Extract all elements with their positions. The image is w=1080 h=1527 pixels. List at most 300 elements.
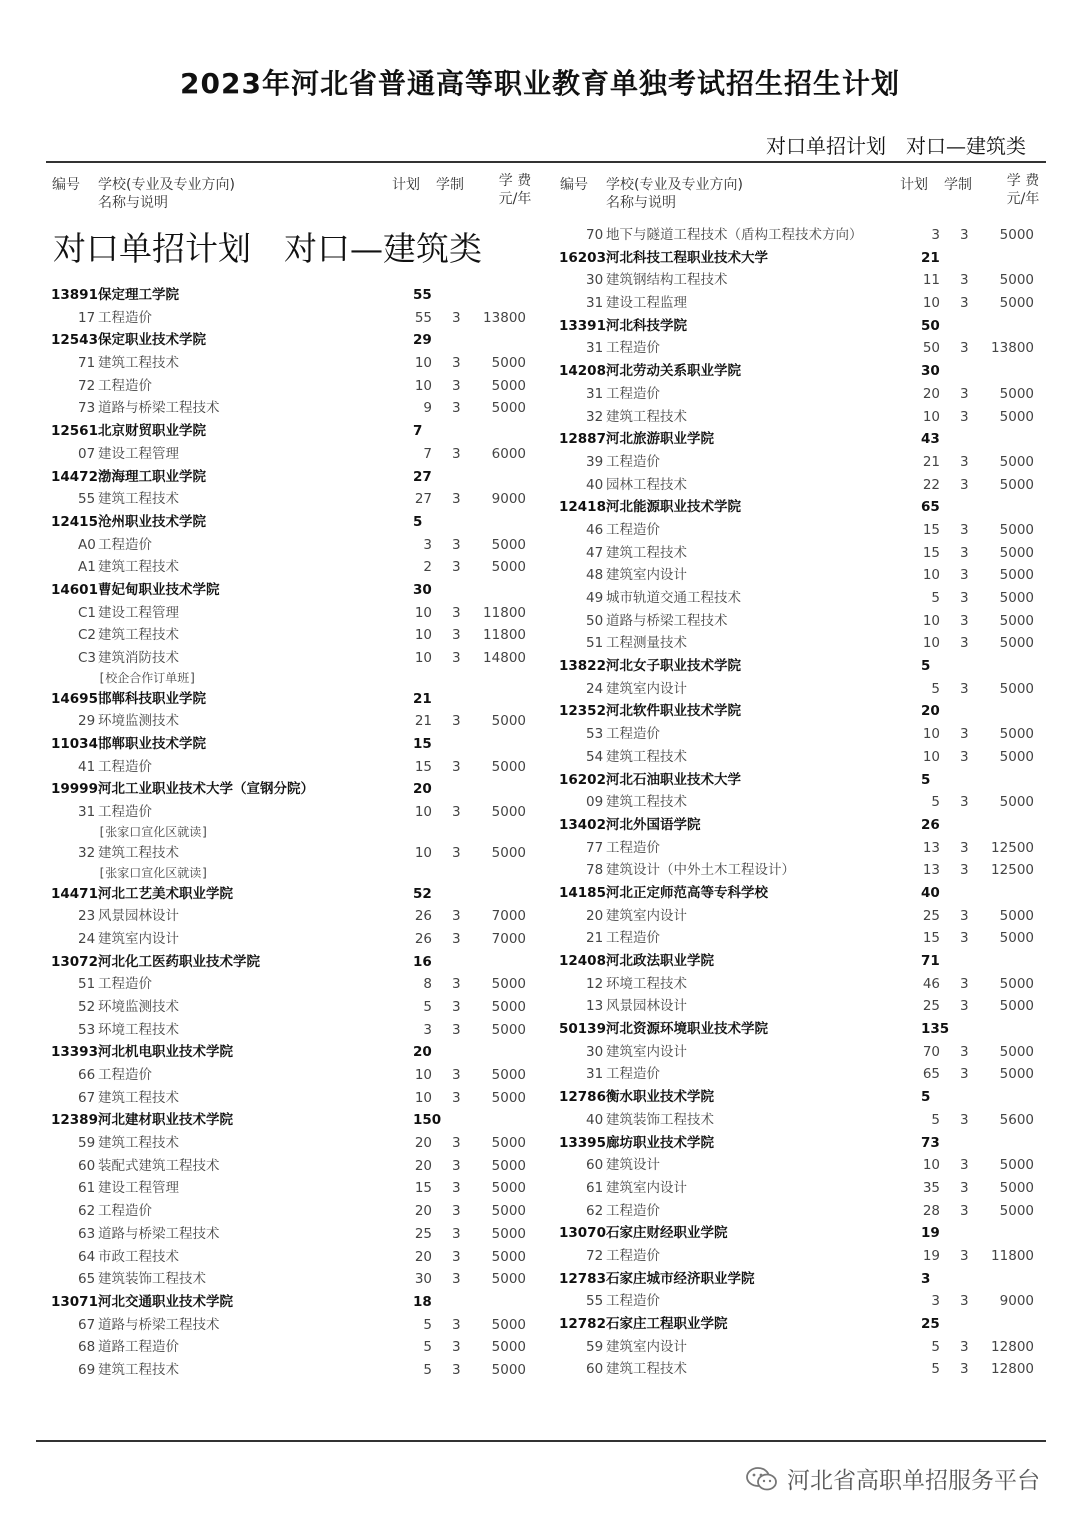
school-total: 65: [921, 499, 940, 516]
major-years: 3: [452, 908, 461, 925]
major-plan: 5: [931, 590, 940, 606]
major-plan: 15: [922, 544, 940, 561]
major-fee: 12500: [991, 862, 1034, 879]
major-code: 68: [78, 1339, 96, 1356]
major-name: 风景园林设计: [98, 908, 179, 925]
major-name: 建设工程管理: [98, 604, 179, 621]
major-code: C3: [78, 650, 97, 666]
major-years: 3: [960, 998, 969, 1015]
major-fee: 5000: [491, 1135, 526, 1152]
major-row: [48, 443, 538, 466]
major-row: [48, 488, 538, 511]
major-row: [48, 602, 538, 625]
major-note: [校企合作订单班]: [98, 670, 197, 685]
major-fee: 5000: [999, 907, 1034, 924]
school-name: 河北化工医药职业技术学院: [98, 953, 260, 970]
school-name: 河北石油职业技术大学: [606, 771, 741, 788]
major-plan: 13: [922, 862, 940, 879]
school-total: 26: [921, 816, 940, 833]
major-plan: 10: [414, 844, 432, 861]
school-total: 43: [921, 431, 940, 448]
school-total: 21: [921, 249, 940, 266]
school-name: 沧州职业技术学院: [98, 513, 206, 530]
major-row: [48, 624, 538, 647]
major-code: 70: [586, 227, 604, 243]
major-fee: 5000: [999, 453, 1034, 470]
major-code: 62: [586, 1202, 604, 1219]
major-row: [556, 610, 1046, 633]
column-header: [556, 172, 1046, 216]
major-fee: 5000: [491, 355, 526, 372]
major-name: 建设工程监理: [606, 295, 687, 312]
major-code: 67: [78, 1089, 96, 1106]
major-name: 园林工程技术: [606, 476, 687, 493]
major-years: 3: [452, 627, 461, 644]
major-years: 3: [452, 377, 461, 394]
major-code: 47: [586, 544, 604, 561]
right-rows: [556, 224, 1046, 1381]
major-row: [556, 995, 1046, 1018]
major-code: 62: [78, 1203, 96, 1220]
major-row: [48, 1223, 538, 1246]
major-code: 31: [78, 804, 96, 821]
major-years: 3: [960, 907, 969, 924]
major-plan: 5: [423, 1316, 432, 1333]
major-name: 建筑工程技术: [606, 544, 687, 561]
major-plan: 10: [414, 355, 432, 372]
major-row: [48, 842, 538, 865]
major-name: 建设工程管理: [98, 1180, 179, 1197]
major-row: [556, 587, 1046, 610]
major-name: 工程造价: [606, 1247, 660, 1264]
school-name: 河北正定师范高等专科学校: [606, 884, 768, 901]
major-fee: 13800: [991, 340, 1034, 357]
major-plan: 25: [922, 998, 940, 1015]
school-row: [556, 1018, 1046, 1041]
major-fee: 5000: [491, 1089, 526, 1106]
major-code: 46: [586, 521, 604, 538]
school-code: 14601: [51, 581, 98, 598]
major-row: [556, 406, 1046, 429]
major-years: 3: [452, 1225, 461, 1242]
major-code: 64: [78, 1248, 96, 1265]
major-fee: 9000: [491, 491, 526, 508]
major-name: 建筑设计: [606, 1157, 660, 1174]
school-row: [48, 1041, 538, 1064]
school-code: 12782: [559, 1316, 606, 1332]
major-name: 建筑室内设计: [606, 680, 687, 697]
school-code: 13391: [559, 317, 606, 334]
major-row: [48, 973, 538, 996]
school-total: 20: [413, 1044, 432, 1061]
school-code: 12389: [51, 1112, 98, 1129]
major-name: 工程造价: [606, 385, 660, 402]
major-code: 39: [586, 453, 604, 470]
major-fee: 5000: [491, 1316, 526, 1333]
header-plan: 计划: [392, 177, 420, 193]
school-name: 河北建材职业技术学院: [98, 1112, 233, 1129]
major-plan: 35: [922, 1179, 940, 1196]
major-years: 3: [960, 453, 969, 470]
major-plan: 5: [931, 680, 940, 697]
major-code: 49: [586, 590, 604, 606]
major-fee: 5000: [491, 844, 526, 861]
major-code: 48: [586, 567, 604, 584]
major-name: 建筑钢结构工程技术: [606, 272, 728, 289]
major-name: 环境监测技术: [98, 713, 179, 730]
header-code: 编号: [560, 177, 588, 193]
major-code: 31: [586, 1066, 604, 1083]
major-row: [556, 337, 1046, 360]
major-name: 城市轨道交通工程技术: [606, 590, 741, 606]
school-code: 12408: [559, 953, 606, 969]
major-code: 72: [78, 377, 96, 394]
major-fee: 5000: [491, 976, 526, 993]
major-name: 道路与桥梁工程技术: [606, 612, 728, 629]
note-row: [48, 670, 538, 688]
major-years: 3: [960, 544, 969, 561]
major-plan: 15: [922, 930, 940, 947]
major-fee: 5000: [491, 1248, 526, 1265]
major-plan: 10: [922, 1157, 940, 1174]
major-years: 3: [452, 1316, 461, 1333]
major-row: [48, 1200, 538, 1223]
major-plan: 7: [423, 445, 432, 462]
school-total: 52: [413, 885, 432, 902]
school-row: [48, 883, 538, 906]
school-code: 14472: [51, 468, 98, 485]
school-total: 40: [921, 884, 940, 901]
major-code: A1: [78, 559, 96, 576]
major-name: 建筑工程技术: [98, 491, 179, 508]
footer-watermark: [745, 1462, 1040, 1495]
major-years: 3: [960, 340, 969, 357]
major-plan: 10: [922, 567, 940, 584]
major-name: 建筑工程技术: [98, 1361, 179, 1378]
major-code: 17: [78, 309, 96, 326]
school-name: 保定理工学院: [98, 287, 179, 303]
major-row: [556, 1200, 1046, 1223]
major-fee: 5000: [491, 998, 526, 1015]
major-code: 67: [78, 1316, 96, 1333]
major-row: [48, 647, 538, 670]
header-name-line1: 学校(专业及专业方向): [606, 177, 743, 193]
school-name: 河北工业职业技术大学（宣钢分院）: [98, 781, 314, 798]
major-fee: 5000: [999, 930, 1034, 947]
header-plan: 计划: [900, 177, 928, 193]
header-divider: [46, 161, 1046, 163]
major-name: 工程造价: [98, 804, 152, 821]
major-name: 工程造价: [606, 1202, 660, 1219]
major-years: 3: [960, 1202, 969, 1219]
school-code: 19999: [51, 781, 98, 798]
major-name: 工程造价: [98, 377, 152, 394]
major-code: 24: [586, 680, 604, 697]
major-row: [556, 1109, 1046, 1132]
major-code: 40: [586, 1111, 604, 1128]
major-row: [48, 1087, 538, 1110]
major-name: 工程造价: [606, 930, 660, 947]
major-name: 建筑工程技术: [606, 1361, 687, 1378]
major-code: 54: [586, 748, 604, 765]
major-years: 3: [960, 1361, 969, 1378]
school-code: 12887: [559, 431, 606, 448]
major-name: 地下与隧道工程技术（盾构工程技术方向）: [606, 227, 863, 243]
major-code: 53: [78, 1021, 96, 1038]
major-fee: 11800: [483, 604, 526, 621]
school-total: 71: [921, 953, 940, 969]
major-name: 建筑装饰工程技术: [606, 1111, 714, 1128]
major-row: [556, 1245, 1046, 1268]
major-row: [48, 375, 538, 398]
major-code: 61: [586, 1179, 604, 1196]
major-code: C2: [78, 627, 97, 644]
major-code: C1: [78, 604, 97, 621]
major-fee: 12800: [991, 1361, 1034, 1378]
major-years: 3: [960, 590, 969, 606]
major-name: 建筑工程技术: [98, 559, 179, 576]
major-row: [48, 1019, 538, 1042]
school-row: [556, 360, 1046, 383]
major-plan: 10: [922, 295, 940, 312]
major-code: 78: [586, 862, 604, 879]
major-fee: 5000: [999, 1043, 1034, 1060]
major-row: [556, 746, 1046, 769]
major-plan: 10: [922, 726, 940, 743]
major-code: 59: [78, 1135, 96, 1152]
major-code: 60: [586, 1157, 604, 1174]
major-fee: 5000: [999, 272, 1034, 289]
major-fee: 6000: [491, 445, 526, 462]
major-row: [556, 1177, 1046, 1200]
major-row: [48, 756, 538, 779]
major-years: 3: [452, 1203, 461, 1220]
major-plan: 15: [922, 521, 940, 538]
major-years: 3: [960, 612, 969, 629]
major-code: 31: [586, 385, 604, 402]
major-plan: 30: [414, 1271, 432, 1288]
school-row: [556, 315, 1046, 338]
major-fee: 5000: [491, 559, 526, 576]
school-total: 5: [413, 513, 423, 530]
major-name: 工程造价: [606, 521, 660, 538]
school-code: 14185: [559, 884, 606, 901]
major-name: 建筑工程技术: [98, 355, 179, 372]
major-fee: 5000: [999, 1066, 1034, 1083]
major-years: 3: [960, 567, 969, 584]
school-name: 河北科技学院: [606, 317, 687, 334]
school-row: [48, 1109, 538, 1132]
major-row: [556, 859, 1046, 882]
school-row: [48, 284, 538, 307]
major-fee: 11800: [483, 627, 526, 644]
major-years: 3: [960, 476, 969, 493]
major-name: 工程造价: [606, 340, 660, 357]
major-years: 3: [452, 1339, 461, 1356]
major-plan: 10: [922, 635, 940, 652]
school-total: 30: [413, 581, 432, 598]
school-total: 29: [413, 332, 432, 349]
major-plan: 55: [414, 309, 432, 326]
major-name: 环境监测技术: [98, 998, 179, 1015]
major-years: 3: [452, 1021, 461, 1038]
major-fee: 5000: [999, 1157, 1034, 1174]
major-row: [48, 534, 538, 557]
major-fee: 5000: [999, 975, 1034, 992]
major-years: 3: [960, 1247, 969, 1264]
major-code: 51: [586, 635, 604, 652]
major-years: 3: [452, 1180, 461, 1197]
major-row: [48, 1155, 538, 1178]
major-fee: 5000: [999, 476, 1034, 493]
major-row: [48, 1246, 538, 1269]
major-row: [556, 269, 1046, 292]
major-years: 3: [960, 227, 969, 243]
major-code: 24: [78, 930, 96, 947]
major-fee: 5000: [491, 1021, 526, 1038]
major-name: 环境工程技术: [98, 1021, 179, 1038]
major-fee: 5000: [999, 794, 1034, 811]
major-row: [48, 1064, 538, 1087]
major-years: 3: [960, 385, 969, 402]
header-years: 学制: [436, 177, 464, 193]
major-name: 建筑工程技术: [606, 794, 687, 811]
major-name: 建筑室内设计: [606, 1338, 687, 1355]
school-total: 15: [413, 736, 432, 753]
school-row: [556, 247, 1046, 270]
major-plan: 9: [423, 400, 432, 417]
major-fee: 5000: [999, 408, 1034, 425]
major-years: 3: [452, 1248, 461, 1265]
major-years: 3: [452, 1135, 461, 1152]
school-row: [556, 882, 1046, 905]
major-row: [48, 996, 538, 1019]
major-plan: 20: [414, 1135, 432, 1152]
major-plan: 25: [414, 1225, 432, 1242]
school-row: [556, 769, 1046, 792]
major-years: 3: [452, 604, 461, 621]
school-row: [556, 655, 1046, 678]
school-row: [48, 778, 538, 801]
major-plan: 20: [414, 1248, 432, 1265]
major-name: 建筑室内设计: [98, 930, 179, 947]
major-plan: 20: [414, 1157, 432, 1174]
major-plan: 2: [423, 559, 432, 576]
major-code: 13: [586, 998, 604, 1015]
major-name: 装配式建筑工程技术: [98, 1157, 220, 1174]
major-row: [556, 1154, 1046, 1177]
major-code: 61: [78, 1180, 96, 1197]
major-code: 60: [78, 1157, 96, 1174]
school-code: 13822: [559, 658, 606, 675]
header-name: [98, 176, 298, 212]
header-code: 编号: [52, 177, 80, 193]
major-code: 73: [78, 400, 96, 417]
major-fee: 5000: [491, 758, 526, 775]
school-name: 北京财贸职业学院: [98, 423, 206, 440]
school-row: [556, 814, 1046, 837]
major-fee: 5000: [999, 748, 1034, 765]
major-plan: 22: [922, 476, 940, 493]
major-years: 3: [960, 295, 969, 312]
header-years: 学制: [944, 177, 972, 193]
major-name: 建筑室内设计: [606, 567, 687, 584]
major-fee: 5000: [491, 713, 526, 730]
major-plan: 5: [931, 1111, 940, 1128]
major-plan: 10: [922, 612, 940, 629]
header-fee: [490, 172, 540, 208]
school-total: 25: [921, 1316, 940, 1332]
major-code: 52: [78, 998, 96, 1015]
school-total: 18: [413, 1293, 432, 1310]
major-row: [556, 519, 1046, 542]
header-fee-line2: 元/年: [498, 191, 532, 207]
major-fee: 5600: [999, 1111, 1034, 1128]
major-name: 建筑工程技术: [98, 627, 179, 644]
school-total: 3: [921, 1270, 931, 1287]
major-plan: 46: [922, 975, 940, 992]
major-fee: 5000: [999, 680, 1034, 697]
school-row: [48, 1291, 538, 1314]
major-name: 工程造价: [606, 839, 660, 856]
major-name: 工程造价: [98, 309, 152, 326]
major-plan: 50: [922, 340, 940, 357]
major-years: 3: [960, 975, 969, 992]
major-plan: 5: [931, 1338, 940, 1355]
major-code: 60: [586, 1361, 604, 1378]
major-row: [556, 632, 1046, 655]
header-name-line2: 名称与说明: [606, 195, 676, 211]
major-fee: 5000: [491, 400, 526, 417]
school-total: 5: [921, 771, 931, 788]
major-years: 3: [452, 536, 461, 553]
major-name: 道路与桥梁工程技术: [98, 1316, 220, 1333]
school-row: [556, 1268, 1046, 1291]
major-code: 09: [586, 794, 604, 811]
major-row: [556, 1358, 1046, 1381]
major-plan: 3: [423, 536, 432, 553]
major-name: 建筑室内设计: [606, 1179, 687, 1196]
major-row: [48, 1132, 538, 1155]
major-fee: 7000: [491, 908, 526, 925]
school-total: 21: [413, 690, 432, 707]
major-fee: 5000: [491, 377, 526, 394]
major-code: 21: [586, 930, 604, 947]
major-name: 建筑设计（中外土木工程设计）: [606, 862, 795, 879]
header-name: [606, 176, 806, 212]
school-code: 13402: [559, 816, 606, 833]
major-code: 30: [586, 272, 604, 289]
school-code: 16203: [559, 249, 606, 266]
major-code: 65: [78, 1271, 96, 1288]
major-years: 3: [452, 976, 461, 993]
school-code: 12783: [559, 1270, 606, 1287]
major-row: [48, 1268, 538, 1291]
school-total: 150: [413, 1112, 442, 1129]
major-name: 工程造价: [606, 453, 660, 470]
major-note: [张家口宣化区就读]: [98, 824, 209, 839]
school-name: 石家庄工程职业学院: [606, 1316, 728, 1332]
page-subtitle: 对口单招计划 对口—建筑类: [766, 134, 1026, 158]
major-plan: 5: [931, 1361, 940, 1378]
note-row: [48, 824, 538, 842]
major-years: 3: [452, 1157, 461, 1174]
right-column: [556, 172, 1046, 1381]
major-years: 3: [960, 521, 969, 538]
major-row: [556, 1063, 1046, 1086]
major-name: 工程造价: [98, 536, 152, 553]
major-years: 3: [452, 804, 461, 821]
